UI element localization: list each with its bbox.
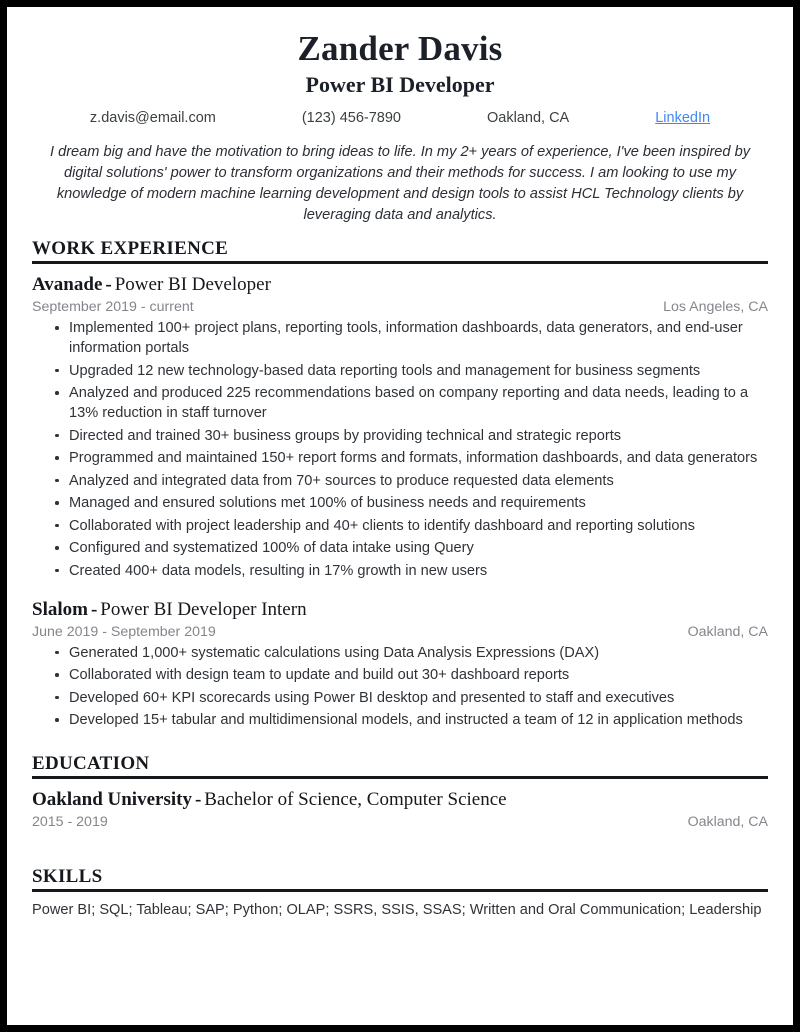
work-entry bbox=[32, 272, 768, 581]
contact-email[interactable]: z.davis@email.com bbox=[89, 110, 216, 126]
list-item: Directed and trained 30+ business groups by providing technical and strategic reports bbox=[32, 426, 768, 446]
resume-header bbox=[32, 29, 768, 128]
education-dates: 2015 - 2019 bbox=[32, 814, 108, 830]
education-entry bbox=[32, 787, 768, 832]
list-item: Programmed and maintained 150+ report forms and formats, information dashboards, and data generators bbox=[32, 448, 768, 468]
list-item: Collaborated with design team to update and build out 30+ dashboard reports bbox=[32, 665, 768, 685]
work-entry-role: Power BI Developer Intern bbox=[100, 598, 307, 620]
section-education bbox=[32, 752, 768, 832]
work-entry-meta bbox=[32, 297, 768, 317]
work-entry-heading bbox=[32, 272, 768, 297]
list-item: Analyzed and integrated data from 70+ sources to produce requested data elements bbox=[32, 471, 768, 491]
contact-location: Oakland, CA bbox=[487, 110, 570, 126]
work-entry-location: Los Angeles, CA bbox=[663, 299, 768, 315]
work-entry-role: Power BI Developer bbox=[114, 274, 271, 295]
work-entry-bullets bbox=[32, 643, 768, 731]
list-item: Created 400+ data models, resulting in 17% growth in new users bbox=[32, 561, 768, 581]
candidate-name: Zander Davis bbox=[297, 29, 503, 68]
work-entry-heading bbox=[32, 597, 768, 622]
section-work-experience bbox=[32, 237, 768, 730]
candidate-title: Power BI Developer bbox=[305, 72, 495, 97]
list-item: Developed 15+ tabular and multidimensional models, and instructed a team of 12 in application methods bbox=[32, 710, 768, 730]
work-entry-separator: - bbox=[90, 598, 98, 620]
resume-content bbox=[7, 7, 793, 920]
list-item: Collaborated with project leadership and 40+ clients to identify dashboard and reporting solutions bbox=[32, 516, 768, 536]
list-item: Analyzed and produced 225 recommendations based on company reporting and data needs, leading to a 13% reduction in staff turnover bbox=[32, 383, 768, 423]
section-title-work-experience: WORK EXPERIENCE bbox=[32, 237, 768, 264]
list-item: Configured and systematized 100% of data intake using Query bbox=[32, 538, 768, 558]
education-entry-meta bbox=[32, 812, 768, 832]
work-entry-dates: September 2019 - current bbox=[32, 299, 194, 315]
section-spacer bbox=[32, 835, 768, 865]
section-title-education: EDUCATION bbox=[32, 752, 768, 779]
list-item: Developed 60+ KPI scorecards using Power BI desktop and presented to staff and executives bbox=[32, 688, 768, 708]
list-item: Implemented 100+ project plans, reporting tools, information dashboards, data generators, and end-user information portals bbox=[32, 318, 768, 358]
section-skills bbox=[32, 865, 768, 920]
work-entry-company: Avanade bbox=[32, 274, 103, 295]
education-entry-separator: - bbox=[194, 789, 202, 810]
list-item: Upgraded 12 new technology-based data reporting tools and management for business segments bbox=[32, 361, 768, 381]
list-item: Generated 1,000+ systematic calculations using Data Analysis Expressions (DAX) bbox=[32, 643, 768, 663]
work-entry-company: Slalom bbox=[32, 598, 88, 620]
skills-list: Power BI; SQL; Tableau; SAP; Python; OLAP; SSRS, SSIS, SSAS; Written and Oral Communication; Leadership bbox=[32, 902, 762, 918]
education-entry-heading bbox=[32, 787, 768, 812]
entry-spacer bbox=[32, 584, 768, 597]
contact-row bbox=[32, 108, 768, 128]
education-location: Oakland, CA bbox=[687, 814, 768, 830]
professional-summary: I dream big and have the motivation to bring ideas to life. In my 2+ years of experience, I've been inspired by digital solutions' power to transform organizations and their methods for success. I am looking to use my knowledge of modern machine learning development and design tools to assist HCL Technology clients by leveraging data and analytics. bbox=[49, 144, 751, 223]
section-title-skills: SKILLS bbox=[32, 865, 768, 892]
list-item: Managed and ensured solutions met 100% of business needs and requirements bbox=[32, 493, 768, 513]
work-entry-meta bbox=[32, 622, 768, 642]
education-school: Oakland University bbox=[32, 789, 192, 810]
work-entry-location: Oakland, CA bbox=[687, 623, 768, 640]
section-spacer bbox=[32, 733, 768, 752]
education-degree: Bachelor of Science, Computer Science bbox=[204, 789, 507, 810]
work-entry-dates: June 2019 - September 2019 bbox=[32, 623, 216, 640]
contact-linkedin-link[interactable]: LinkedIn bbox=[655, 110, 711, 126]
work-entry-bullets bbox=[32, 318, 768, 581]
work-entry-separator: - bbox=[105, 274, 112, 295]
resume-page bbox=[7, 7, 793, 1025]
work-entry bbox=[32, 597, 768, 731]
contact-phone: (123) 456-7890 bbox=[301, 110, 402, 126]
